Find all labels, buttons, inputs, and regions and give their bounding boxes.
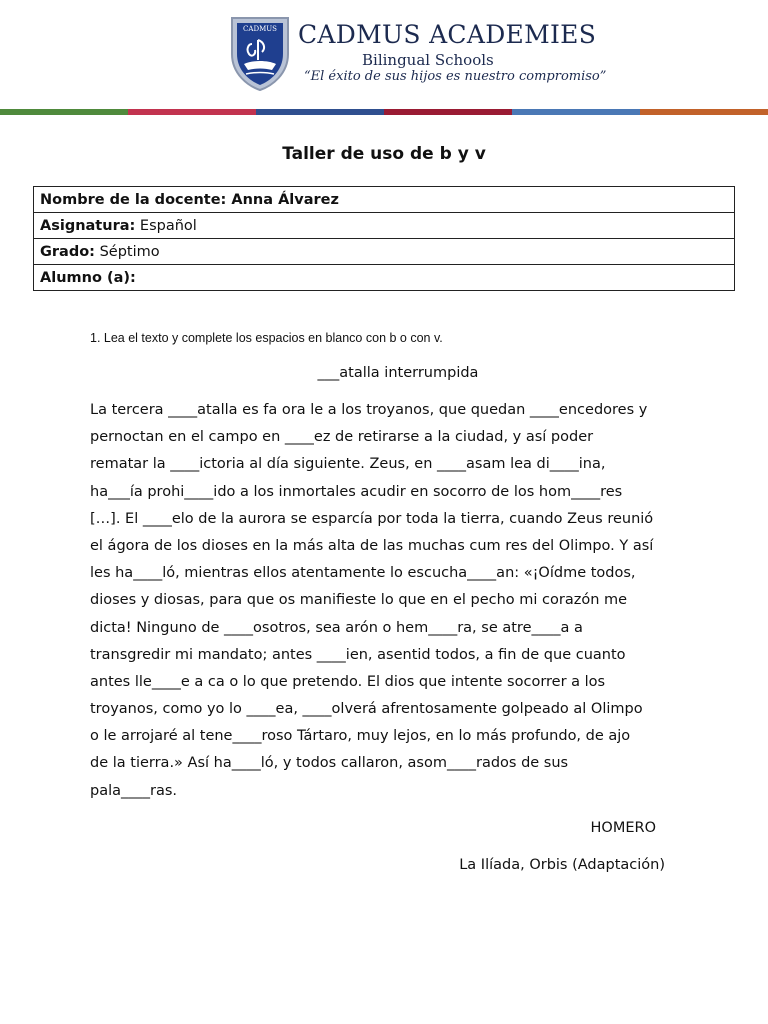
passage-title: ___atalla interrumpida [317, 365, 479, 381]
document-title: Taller de uso de b y v [282, 144, 486, 164]
stripe-segment [512, 109, 640, 115]
subject-value: Español [135, 217, 197, 234]
passage-line: o le arrojaré al tene____roso Tártaro, muy lejos, en lo más profundo, de ajo [90, 728, 631, 745]
teacher-row [34, 187, 735, 213]
student-info-table [33, 186, 735, 291]
passage-body [90, 400, 690, 808]
student-row [34, 265, 735, 291]
author-name: HOMERO [590, 820, 656, 836]
passage-line: de la tierra.» Así ha____ló, y todos callaron, asom____rados de sus [90, 755, 569, 772]
passage-line: les ha____ló, mientras ellos atentamente lo escucha____an: «¡Oídme todos, [90, 565, 636, 582]
passage-line: antes lle____e a ca o lo que pretendo. El dios que intente socorrer a los [90, 673, 606, 690]
subject-row [34, 213, 735, 239]
stripe-segment [640, 109, 768, 115]
teacher-cell: Nombre de la docente: Anna Álvarez [34, 187, 735, 213]
grade-value: Séptimo [94, 243, 160, 260]
color-stripe [0, 109, 768, 115]
stripe-segment [384, 109, 512, 115]
passage-line: pala____ras. [90, 782, 178, 799]
crest-logo [228, 14, 292, 92]
passage-line: el ágora de los dioses en la más alta de las muchas cum res del Olimpo. Y así [90, 537, 654, 554]
grade-cell [34, 239, 735, 265]
subject-label: Asignatura: [40, 217, 136, 234]
brand-motto: “El éxito de sus hijos es nuestro compromiso” [304, 69, 607, 84]
grade-label: Grado: [40, 243, 95, 260]
passage-line: pernoctan en el campo en ____ez de retirarse a la ciudad, y así poder [90, 429, 594, 446]
stripe-segment [128, 109, 256, 115]
stripe-segment [256, 109, 384, 115]
subject-cell [34, 213, 735, 239]
brand-subtitle: Bilingual Schools [362, 51, 494, 69]
passage-line: rematar la ____ictoria al día siguiente. Zeus, en ____asam lea di____ina, [90, 456, 606, 473]
brand-name: CADMUS ACADEMIES [298, 20, 597, 49]
instruction-text: 1. Lea el texto y complete los espacios en blanco con b o con v. [90, 331, 443, 345]
passage-line: dicta! Ninguno de ____osotros, sea arón o hem____ra, se atre____a a [90, 619, 583, 636]
stripe-segment [0, 109, 128, 115]
passage-line: transgredir mi mandato; antes ____ien, asentid todos, a fin de que cuanto [90, 646, 626, 663]
svg-text:CADMUS: CADMUS [243, 25, 277, 33]
page-header [0, 0, 768, 110]
source-citation: La Ilíada, Orbis (Adaptación) [459, 857, 665, 873]
passage-line: […]. El ____elo de la aurora se esparcía por toda la tierra, cuando Zeus reunió [90, 510, 654, 527]
grade-row [34, 239, 735, 265]
passage-line: dioses y diosas, para que os manifieste lo que en el pecho mi corazón me [90, 592, 628, 609]
student-cell: Alumno (a): [34, 265, 735, 291]
passage-line: La tercera ____atalla es fa ora le a los troyanos, que quedan ____encedores y [90, 402, 648, 418]
passage-line: ha___ía prohi____ido a los inmortales acudir en socorro de los hom____res [90, 483, 623, 500]
passage-line: troyanos, como yo lo ____ea, ____olverá afrentosamente golpeado al Olimpo [90, 701, 643, 718]
